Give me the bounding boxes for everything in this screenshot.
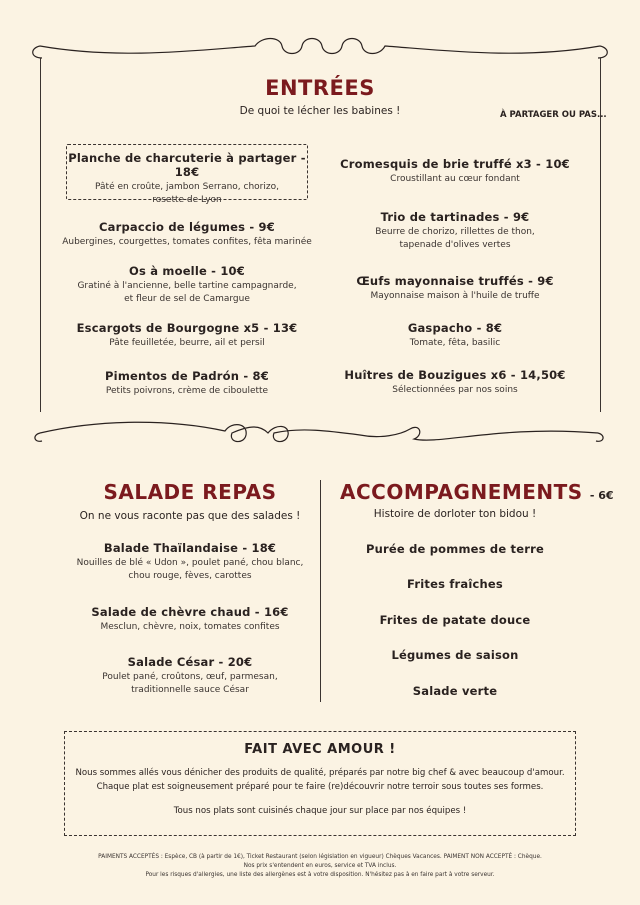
dish-desc: et fleur de sel de Camargue: [124, 294, 250, 304]
accompagnements-title: ACCOMPAGNEMENTS: [340, 480, 583, 504]
top-flourish-ornament: [0, 0, 640, 80]
side-item: Frites de patate douce: [379, 613, 531, 627]
dish-desc: Beurre de chorizo, rillettes de thon,: [375, 227, 535, 237]
accompagnements-heading: [340, 480, 640, 504]
side-item: Purée de pommes de terre: [366, 542, 544, 556]
entrees-subtitle: De quoi te lécher les babines !: [239, 105, 401, 117]
menu-item: [330, 210, 580, 252]
menu-item: [330, 274, 580, 303]
dish-name: Gaspacho - 8€: [407, 321, 503, 335]
dish-name: Œufs mayonnaise truffés - 9€: [356, 274, 554, 288]
side-item: Frites fraîches: [407, 577, 503, 591]
accompagnements-price: - 6€: [589, 489, 614, 502]
dish-name: Escargots de Bourgogne x5 - 13€: [76, 321, 298, 335]
dish-name: Huîtres de Bouzigues x6 - 14,50€: [344, 368, 566, 382]
dish-desc: Nouilles de blé « Udon », poulet pané, chou blanc,: [76, 558, 304, 568]
dish-desc: chou rouge, fèves, carottes: [128, 571, 252, 581]
footer: [30, 853, 610, 880]
menu-item: [330, 321, 580, 350]
dish-desc: tapenade d'olives vertes: [399, 240, 511, 250]
dish-name: Salade de chèvre chaud - 16€: [91, 605, 289, 619]
dish-desc: traditionnelle sauce César: [131, 685, 249, 695]
dish-name: Balade Thaïlandaise - 18€: [103, 541, 277, 555]
dish-desc: rosette de Lyon: [152, 195, 222, 205]
dish-desc: Croustillant au cœur fondant: [390, 174, 520, 184]
dish-desc: Pâte feuilletée, beurre, ail et persil: [109, 338, 265, 348]
entrees-left-border: [40, 58, 41, 412]
dish-name: Cromesquis de brie truffé x3 - 10€: [340, 157, 570, 171]
menu-item: [50, 541, 330, 583]
dish-name: Salade César - 20€: [127, 655, 253, 669]
footer-allergy-line: Pour les risques d'allergies, une liste des allergènes est à votre disposition. N'hésitez pas à en faire part à votre serveur.: [145, 872, 495, 878]
middle-flourish-ornament: [0, 405, 640, 465]
dish-name: Planche de charcuterie à partager - 18€: [68, 151, 306, 179]
footer-prices-line: Nos prix s'entendent en euros, service et TVA inclus.: [243, 863, 397, 869]
dish-name: Pimentos de Padrón - 8€: [105, 369, 269, 383]
entrees-title: ENTRÉES: [265, 76, 375, 100]
menu-item: [52, 220, 322, 249]
menu-item: [50, 655, 330, 697]
featured-dish-box: [66, 144, 308, 205]
menu-item: [330, 157, 580, 186]
menu-item: [62, 264, 312, 306]
accompagnements-subtitle: Histoire de dorloter ton bidou !: [373, 508, 537, 520]
side-item: Salade verte: [412, 684, 498, 698]
dish-desc: Gratiné à l'ancienne, belle tartine campagnarde,: [77, 281, 297, 291]
section-divider: [320, 480, 321, 702]
amour-box: [64, 731, 576, 836]
menu-item: [330, 368, 580, 397]
menu-item: [62, 369, 312, 398]
dish-desc: Sélectionnées par nos soins: [392, 385, 518, 395]
entrees-share-label: À PARTAGER OU PAS...: [500, 110, 607, 120]
side-item: Légumes de saison: [391, 648, 519, 662]
dish-desc: Mayonnaise maison à l'huile de truffe: [370, 291, 540, 301]
dish-desc: Petits poivrons, crème de ciboulette: [105, 386, 269, 396]
dish-desc: Pâté en croûte, jambon Serrano, chorizo,: [95, 182, 279, 192]
amour-line: Tous nos plats sont cuisinés chaque jour sur place par nos équipes !: [173, 806, 467, 816]
salade-title: SALADE REPAS: [103, 480, 277, 504]
menu-item: [62, 321, 312, 350]
dish-desc: Poulet pané, croûtons, œuf, parmesan,: [102, 672, 278, 682]
salade-subtitle: On ne vous raconte pas que des salades !: [79, 510, 301, 522]
dish-name: Os à moelle - 10€: [129, 264, 245, 278]
dish-name: Trio de tartinades - 9€: [380, 210, 530, 224]
amour-line: Nous sommes allés vous dénicher des produits de qualité, préparés par notre big chef & avec beaucoup d'amour.: [75, 768, 565, 778]
footer-payment-line: PAIMENTS ACCEPTÉS : Espèce, CB (à partir de 1€), Ticket Restaurant (selon législation en vigueur) Chèques Vacances. PAIMENT NON ACCEPTÉ : Chèque.: [98, 854, 542, 860]
dish-desc: Tomate, fêta, basilic: [409, 338, 501, 348]
dish-name: Carpaccio de légumes - 9€: [99, 220, 275, 234]
menu-item: [50, 605, 330, 634]
dish-desc: Mesclun, chèvre, noix, tomates confites: [100, 622, 280, 632]
amour-title: FAIT AVEC AMOUR !: [244, 742, 396, 757]
amour-line: Chaque plat est soigneusement préparé pour te faire (re)découvrir notre terroir sous toutes ses formes.: [96, 782, 544, 792]
dish-desc: Aubergines, courgettes, tomates confites, fêta marinée: [62, 237, 312, 247]
